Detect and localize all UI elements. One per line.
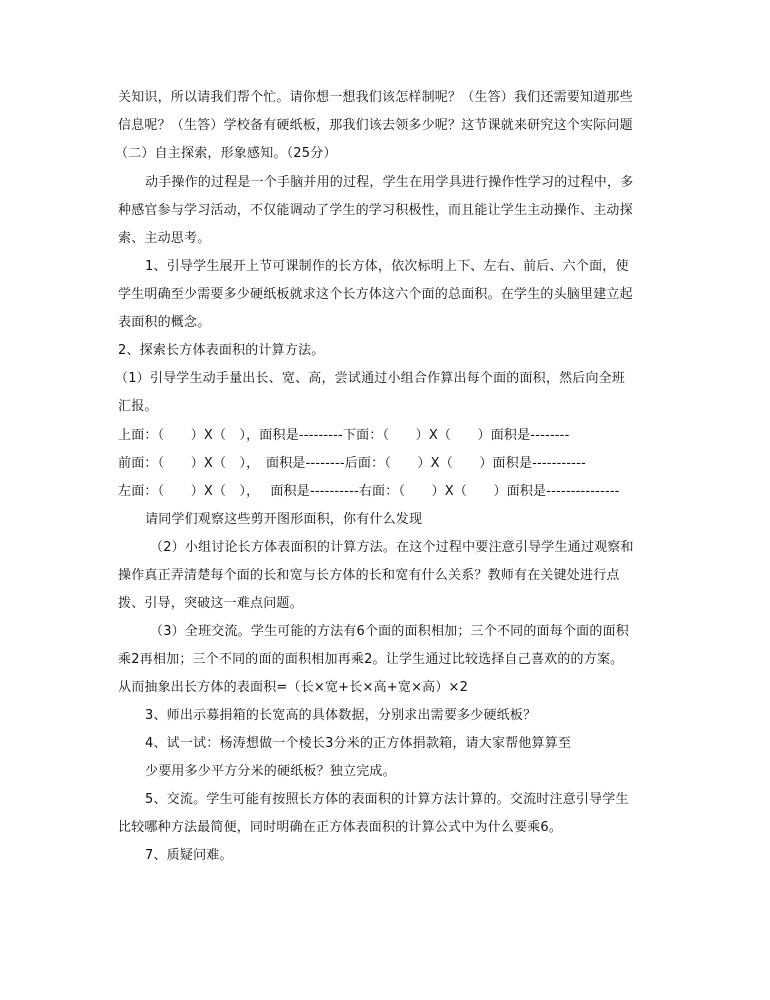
substep-2-line: （2）小组讨论长方体表面积的计算方法。在这个过程中要注意引导学生通过观察和 <box>150 540 634 555</box>
step-3-line: 3、师出示募捐箱的长宽高的具体数据，分别求出需要多少硬纸板？ <box>145 708 537 723</box>
step-1-line: 1、引导学生展开上节可课制作的长方体，依次标明上下、左右、前后、六个面，使 <box>145 259 629 274</box>
face-area-row-left-right: 左面：（ ）X（ ）， 面积是----------右面：（ ）X（ ）面积是--------------- <box>118 484 620 499</box>
step-1-line: 表面积的概念。 <box>118 315 211 330</box>
face-area-row-top-bottom: 上面：（ ）X（ ），面积是---------下面：（ ）X（ ）面积是-------- <box>118 428 570 443</box>
step-5-line: 5、交流。学生可能有按照长方体的表面积的计算方法计算的。交流时注意引导学生 <box>145 792 629 807</box>
formula-line: 从而抽象出长方体的表面积=（长×宽+长×高+宽×高）×2 <box>118 680 469 695</box>
face-area-row-front-back: 前面：（ ）X（ ）， 面积是--------后面：（ ）X（ ）面积是----------- <box>118 456 586 471</box>
step-5-line: 比较哪种方法最简便，同时明确在正方体表面积的计算公式中为什么要乘6。 <box>118 820 563 835</box>
paragraph-line: 索、主动思考。 <box>118 231 211 246</box>
step-4-line: 4、试一试：杨涛想做一个棱长3分米的正方体捐款箱，请大家帮他算算至 <box>145 736 572 751</box>
substep-1-line: 汇报。 <box>118 399 158 414</box>
section-heading: （二）自主探索，形象感知。（25分） <box>115 146 337 161</box>
observation-prompt: 请同学们观察这些剪开图形面积，你有什么发现 <box>145 512 423 527</box>
paragraph-line: 种感官参与学习活动，不仅能调动了学生的学习积极性，而且能让学生主动操作、主动探 <box>118 203 633 218</box>
text-line: 信息呢？（生答）学校备有硬纸板，那我们该去领多少呢？这节课就来研究这个实际问题 <box>118 118 633 133</box>
substep-2-line: 操作真正弄清楚每个面的长和宽与长方体的长和宽有什么关系？教师有在关键处进行点 <box>118 568 620 583</box>
step-1-line: 学生明确至少需要多少硬纸板就求这个长方体这六个面的总面积。在学生的头脑里建立起 <box>118 287 633 302</box>
substep-3-line: （3）全班交流。学生可能的方法有6个面的面积相加；三个不同的面每个面的面积 <box>150 624 629 639</box>
substep-2-line: 拨、引导，突破这一难点问题。 <box>118 596 303 611</box>
step-7-line: 7、质疑问难。 <box>145 848 233 863</box>
substep-3-line: 乘2再相加；三个不同的面的面积相加再乘2。让学生通过比较选择自己喜欢的的方案。 <box>118 652 624 667</box>
step-2-heading: 2、探索长方体表面积的计算方法。 <box>118 343 325 358</box>
text-line: 关知识，所以请我们帮个忙。请你想一想我们该怎样制呢？（生答）我们还需要知道那些 <box>118 90 633 105</box>
substep-1-line: （1）引导学生动手量出长、宽、高，尝试通过小组合作算出每个面的面积，然后向全班 <box>115 371 626 386</box>
step-4-line: 少要用多少平方分米的硬纸板？独立完成。 <box>145 764 396 779</box>
paragraph-line: 动手操作的过程是一个手脑并用的过程，学生在用学具进行操作性学习的过程中，多 <box>145 175 634 190</box>
